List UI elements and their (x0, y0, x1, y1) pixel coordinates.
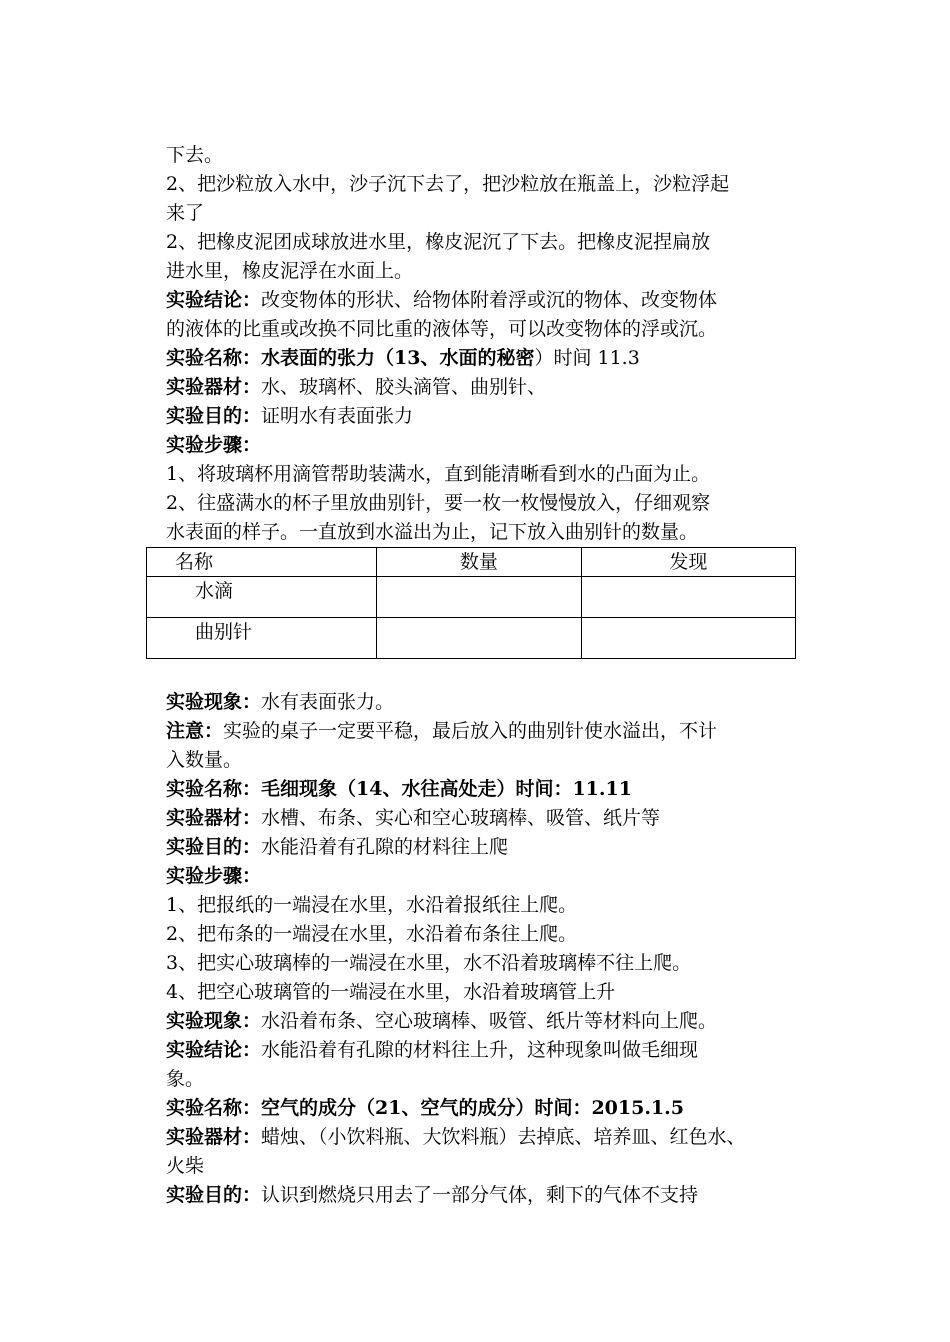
field-text: 水有表面张力。 (261, 691, 395, 713)
text-line: 象。 (166, 1068, 205, 1090)
field-text: 证明水有表面张力 (261, 405, 414, 427)
field-label: 实验名称：水表面的张力（13、水面的秘密 (166, 347, 535, 369)
field-text: 实验的桌子一定要平稳，最后放入的曲别针使水溢出，不计 (223, 720, 718, 742)
field-text: 水能沿着有孔隙的材料往上升，这种现象叫做毛细现 (261, 1039, 699, 1061)
text-line: 下去。 (166, 144, 224, 166)
text-line: 火柴 (166, 1155, 205, 1177)
experiment-title (166, 344, 796, 373)
record-table (146, 547, 796, 659)
conclusion-line (166, 286, 796, 315)
table-header-finding: 发现 (581, 548, 795, 577)
experiment-title: 实验名称：毛细现象（14、水往高处走）时间：11.11 (166, 778, 632, 800)
field-text: 改变物体的形状、给物体附着浮或沉的物体、改变物体 (261, 289, 718, 311)
document-page (166, 141, 796, 1210)
table-cell-finding (581, 618, 795, 659)
phenomenon-line (166, 688, 796, 717)
field-text: 水、玻璃杯、胶头滴管、曲别针、 (261, 376, 547, 398)
field-text: 蜡烛、（小饮料瓶、大饮料瓶）去掉底、培养皿、红色水、 (261, 1126, 746, 1148)
field-label: 实验器材： (166, 807, 262, 829)
step-line: 3、把实心玻璃棒的一端浸在水里，水不沿着玻璃棒不往上爬。 (166, 952, 692, 974)
field-text: 水沿着布条、空心玻璃棒、吸管、纸片等材料向上爬。 (261, 1010, 718, 1032)
field-label: 实验器材： (166, 376, 262, 398)
purpose-line (166, 402, 796, 431)
text-line: 的液体的比重或改换不同比重的液体等，可以改变物体的浮或沉。 (166, 318, 718, 340)
conclusion-line (166, 1036, 796, 1065)
step-line: 4、把空心玻璃管的一端浸在水里，水沿着玻璃管上升 (166, 981, 616, 1003)
step-line: 2、把布条的一端浸在水里，水沿着布条往上爬。 (166, 923, 578, 945)
field-label: 实验器材： (166, 1126, 262, 1148)
field-text: 水槽、布条、实心和空心玻璃棒、吸管、纸片等 (261, 807, 661, 829)
step-line: 1、把报纸的一端浸在水里，水沿着报纸往上爬。 (166, 894, 578, 916)
text-line: 2、把橡皮泥团成球放进水里，橡皮泥沉了下去。把橡皮泥捏扁放 (166, 231, 711, 253)
experiment-title: 实验名称：空气的成分（21、空气的成分）时间：2015.1.5 (166, 1097, 684, 1119)
table-cell-name: 曲别针 (147, 618, 377, 659)
table-header-count: 数量 (377, 548, 582, 577)
text-line: 入数量。 (166, 749, 243, 771)
table-cell-count (377, 618, 582, 659)
materials-line (166, 804, 796, 833)
text-line: 2、把沙粒放入水中，沙子沉下去了，把沙粒放在瓶盖上，沙粒浮起 (166, 173, 730, 195)
table-header-name: 名称 (147, 548, 377, 577)
field-text: 水能沿着有孔隙的材料往上爬 (261, 836, 509, 858)
table-row (147, 577, 796, 618)
table-header-row (147, 548, 796, 577)
steps-heading: 实验步骤： (166, 865, 262, 887)
field-label: 实验结论： (166, 1039, 262, 1061)
materials-line (166, 373, 796, 402)
text-line: 来了 (166, 202, 205, 224)
field-label: 实验目的： (166, 1184, 262, 1206)
field-label: 实验现象： (166, 691, 262, 713)
step-line: 1、将玻璃杯用滴管帮助装满水，直到能清晰看到水的凸面为止。 (166, 463, 711, 485)
field-text: 认识到燃烧只用去了一部分气体，剩下的气体不支持 (261, 1184, 699, 1206)
text-line: 进水里，橡皮泥浮在水面上。 (166, 260, 414, 282)
field-label: 实验目的： (166, 405, 262, 427)
phenomenon-line (166, 1007, 796, 1036)
field-label: 实验结论： (166, 289, 262, 311)
table-cell-finding (581, 577, 795, 618)
field-label: 实验目的： (166, 836, 262, 858)
field-label: 注意： (166, 720, 224, 742)
purpose-line (166, 833, 796, 862)
step-line: 2、往盛满水的杯子里放曲别针，要一枚一枚慢慢放入，仔细观察 (166, 492, 711, 514)
table-cell-name: 水滴 (147, 577, 377, 618)
table-row (147, 618, 796, 659)
purpose-line (166, 1181, 796, 1210)
materials-line (166, 1123, 796, 1152)
step-line: 水表面的样子。一直放到水溢出为止，记下放入曲别针的数量。 (166, 521, 699, 543)
field-label: 实验现象： (166, 1010, 262, 1032)
table-cell-count (377, 577, 582, 618)
field-text: ）时间 11.3 (534, 347, 640, 369)
steps-heading: 实验步骤： (166, 434, 262, 456)
note-line (166, 717, 796, 746)
